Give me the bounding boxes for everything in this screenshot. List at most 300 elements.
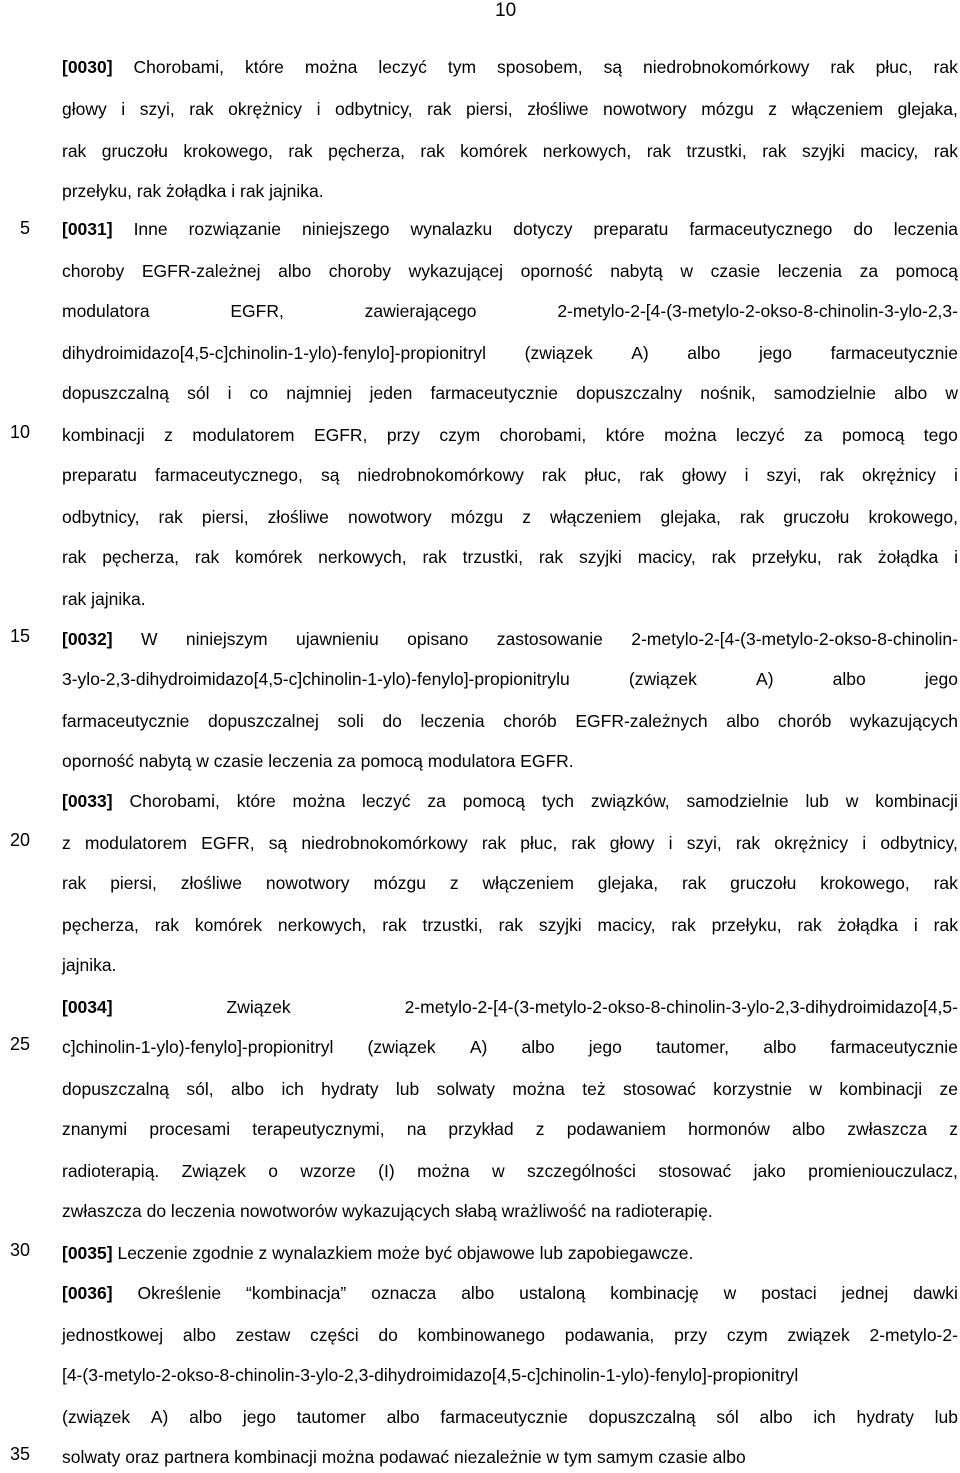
word: (związek bbox=[62, 1407, 131, 1427]
word: nośnik, bbox=[700, 383, 756, 403]
word: komórek bbox=[194, 915, 263, 935]
word: nowotwory bbox=[347, 507, 432, 527]
word: mózgu bbox=[450, 507, 504, 527]
word: modulatorem bbox=[84, 833, 188, 853]
word: i bbox=[316, 99, 321, 119]
paragraph-tag: [0031] bbox=[62, 219, 113, 239]
word: Chorobami, bbox=[133, 57, 225, 77]
word: Związek bbox=[181, 1161, 246, 1181]
word: związek bbox=[787, 1325, 850, 1345]
word: soli bbox=[337, 711, 364, 731]
paragraph-line bbox=[62, 506, 958, 528]
word: rak bbox=[481, 833, 507, 853]
word: nerkowych, bbox=[542, 141, 632, 161]
word: są bbox=[320, 465, 340, 485]
word: albo bbox=[759, 1407, 793, 1427]
paragraph-line bbox=[62, 300, 958, 322]
paragraph-tag: [0035] bbox=[62, 1243, 113, 1263]
word: piersi, bbox=[110, 873, 157, 893]
word: rak bbox=[933, 873, 958, 893]
word: rak bbox=[681, 873, 707, 893]
word: piersi, bbox=[465, 99, 513, 119]
word: tych bbox=[541, 791, 574, 811]
line-text: solwaty oraz partnera kombinacji można podawać niezależnie w tym samym czasie albo bbox=[62, 1447, 746, 1467]
word: EGFR, bbox=[201, 833, 255, 853]
word: sól, bbox=[186, 1079, 214, 1099]
word: EGFR, bbox=[313, 425, 368, 445]
word: albo bbox=[894, 383, 928, 403]
line-number: 35 bbox=[9, 1444, 30, 1464]
line-text: rak jajnika. bbox=[62, 589, 146, 609]
word: za bbox=[859, 261, 879, 281]
word: hydraty bbox=[321, 1079, 379, 1099]
word: z bbox=[768, 99, 778, 119]
word: szyjki bbox=[579, 547, 622, 567]
line-number: 5 bbox=[19, 218, 30, 238]
word: pęcherza, bbox=[102, 547, 180, 567]
line-text: zwłaszcza do leczenia nowotworów wykazujących słabą wrażliwość na radioterapię. bbox=[62, 1201, 713, 1221]
word: nerkowych, bbox=[277, 915, 367, 935]
word: przełyku, bbox=[751, 547, 822, 567]
word: farmaceutycznie bbox=[830, 343, 958, 363]
word: płuc, bbox=[584, 465, 622, 485]
word: rak bbox=[420, 141, 445, 161]
word: pomocą bbox=[895, 261, 958, 281]
word: krokowego, bbox=[183, 141, 273, 161]
word: wynalazku bbox=[410, 219, 493, 239]
word: i bbox=[744, 465, 749, 485]
word: hormonów bbox=[688, 1119, 770, 1139]
word: rak bbox=[830, 57, 855, 77]
word: 2-metylo-2-[4-(3-metylo-2-okso-8-chinolin-3-ylo-2,3-dihydroimidazo[4,5- bbox=[404, 997, 958, 1017]
word: zastosowanie bbox=[496, 629, 603, 649]
word: można bbox=[512, 1079, 565, 1099]
word: lub bbox=[805, 791, 829, 811]
word: preparatu bbox=[62, 465, 137, 485]
word: rak bbox=[498, 915, 523, 935]
word: komórek bbox=[235, 547, 303, 567]
paragraph-line bbox=[62, 872, 958, 894]
word: ujawnieniu bbox=[296, 629, 379, 649]
word: modulatora bbox=[62, 301, 150, 321]
word: podawania, bbox=[564, 1325, 655, 1345]
word: pęcherza, bbox=[62, 915, 139, 935]
word: albo bbox=[189, 1407, 223, 1427]
paragraph-line bbox=[62, 1364, 958, 1386]
word: ich bbox=[813, 1407, 836, 1427]
word: za bbox=[804, 425, 823, 445]
word: które bbox=[605, 425, 645, 445]
word: 2-metylo-2-[4-(3-metylo-2-okso-8-chinolin- bbox=[631, 629, 958, 649]
word: pomocą bbox=[462, 791, 526, 811]
line-text: oporność nabytą w czasie leczenia za pomocą modulatora EGFR. bbox=[62, 751, 574, 771]
word: rak bbox=[933, 915, 958, 935]
word: czym bbox=[439, 425, 481, 445]
word: włączeniem bbox=[791, 99, 884, 119]
word: jego bbox=[924, 669, 958, 689]
word: rak bbox=[571, 833, 596, 853]
word: postaci bbox=[761, 1283, 817, 1303]
word: korzystnie bbox=[713, 1079, 793, 1099]
word: można bbox=[664, 425, 717, 445]
paragraph-line bbox=[62, 1036, 958, 1058]
word: czasie bbox=[710, 261, 761, 281]
word: niedrobnokomórkowy bbox=[357, 465, 524, 485]
paragraph-line bbox=[62, 710, 958, 732]
word: chorobami, bbox=[499, 425, 587, 445]
word: dawki bbox=[913, 1283, 958, 1303]
word: rak bbox=[194, 547, 220, 567]
word: rak bbox=[62, 873, 87, 893]
word: Inne bbox=[133, 219, 168, 239]
line-number: 15 bbox=[9, 626, 30, 646]
word: tym bbox=[447, 57, 477, 77]
word: rak bbox=[62, 141, 87, 161]
word: dopuszczalną bbox=[588, 1407, 696, 1427]
word: promieniouczulacz, bbox=[808, 1161, 958, 1181]
word: jego bbox=[758, 343, 793, 363]
word: glejaka, bbox=[897, 99, 958, 119]
word: kombinacji bbox=[62, 425, 145, 445]
word: można bbox=[304, 57, 358, 77]
paragraph-line bbox=[62, 1324, 958, 1346]
word: solwaty bbox=[436, 1079, 495, 1099]
paragraph-line bbox=[62, 98, 958, 120]
word: zwłaszcza bbox=[847, 1119, 928, 1139]
word: z bbox=[522, 507, 531, 527]
word: rak bbox=[797, 915, 822, 935]
word: o bbox=[268, 1161, 278, 1181]
word: 2-metylo-2-[4-(3-metylo-2-okso-8-chinolin-3-ylo-2,3- bbox=[557, 301, 958, 321]
word: opisano bbox=[407, 629, 469, 649]
word: znanymi bbox=[62, 1119, 128, 1139]
paragraph-line bbox=[62, 1406, 958, 1428]
page-number: 10 bbox=[495, 0, 517, 21]
paragraph-line bbox=[62, 628, 958, 650]
word: pomocą bbox=[842, 425, 905, 445]
paragraph-line bbox=[62, 180, 324, 202]
word: kombinowanego bbox=[417, 1325, 546, 1345]
word: albo bbox=[832, 669, 866, 689]
word: oznacza bbox=[371, 1283, 437, 1303]
word: albo bbox=[278, 261, 312, 281]
word: włączeniem bbox=[482, 873, 574, 893]
word: okrężnicy bbox=[862, 465, 936, 485]
word: niniejszym bbox=[185, 629, 268, 649]
word: albo bbox=[687, 343, 721, 363]
word: które bbox=[244, 57, 284, 77]
word: albo bbox=[726, 711, 760, 731]
word: płuc, bbox=[875, 57, 913, 77]
word: głowy bbox=[609, 833, 655, 853]
word: stosować bbox=[622, 1079, 696, 1099]
word: glejaka, bbox=[660, 507, 721, 527]
word: jeden bbox=[369, 383, 413, 403]
word: okrężnicy bbox=[228, 99, 303, 119]
word: samodzielnie bbox=[773, 383, 876, 403]
word: z bbox=[535, 1119, 545, 1139]
word: choroby bbox=[62, 261, 125, 281]
word: szyjki bbox=[538, 915, 582, 935]
word: można bbox=[292, 791, 346, 811]
word: leczyć bbox=[378, 57, 427, 77]
word: rak bbox=[837, 547, 862, 567]
paragraph-line bbox=[62, 750, 574, 772]
word: rak bbox=[62, 547, 87, 567]
word: albo bbox=[230, 1079, 265, 1099]
word: okrężnicy bbox=[774, 833, 849, 853]
line-text: przełyku, rak żołądka i rak jajnika. bbox=[62, 181, 324, 201]
paragraph-line bbox=[62, 832, 958, 854]
word: albo bbox=[182, 1325, 217, 1345]
word: ich bbox=[281, 1079, 304, 1099]
word: rak bbox=[382, 915, 407, 935]
paragraph-tag: [0036] bbox=[62, 1283, 113, 1303]
word: są bbox=[268, 833, 288, 853]
word: dopuszczalnej bbox=[208, 711, 319, 731]
word: co bbox=[249, 383, 269, 403]
word: i bbox=[121, 99, 126, 119]
word: oporność bbox=[520, 261, 593, 281]
word: i bbox=[954, 547, 958, 567]
word: jednostkowej bbox=[62, 1325, 164, 1345]
word: wykazującej bbox=[408, 261, 504, 281]
word: rak bbox=[735, 833, 761, 853]
word: ze bbox=[939, 1079, 958, 1099]
word: [4-(3-metylo-2-okso-8-chinolin-3-ylo-2,3-dihydroimidazo[4,5-c]chinolin-1-ylo)-fenylo]-propionitryl bbox=[62, 1365, 799, 1385]
word: EGFR-zależnych bbox=[575, 711, 708, 731]
word: farmaceutycznie bbox=[430, 383, 558, 403]
word: za bbox=[427, 791, 446, 811]
word: tautomer, bbox=[656, 1037, 730, 1057]
word: komórek bbox=[460, 141, 528, 161]
word: wykazujących bbox=[850, 711, 958, 731]
word: pęcherza, bbox=[328, 141, 405, 161]
word: macicy, bbox=[597, 915, 656, 935]
word: rak bbox=[541, 465, 567, 485]
paragraph-line bbox=[62, 954, 116, 976]
word: rak bbox=[639, 465, 664, 485]
word: rak bbox=[288, 141, 313, 161]
word: leczenia bbox=[777, 261, 842, 281]
word: głowy bbox=[62, 99, 107, 119]
word: farmaceutycznie bbox=[440, 1407, 568, 1427]
word: nerkowych, bbox=[318, 547, 407, 567]
word: leczyć bbox=[361, 791, 411, 811]
word: dotyczy bbox=[513, 219, 573, 239]
word: farmaceutycznego bbox=[689, 219, 833, 239]
word: i bbox=[862, 833, 867, 853]
word: z bbox=[62, 833, 71, 853]
paragraph-line bbox=[62, 996, 958, 1018]
paragraph-line bbox=[62, 424, 958, 446]
paragraph-tag: [0030] bbox=[62, 57, 113, 77]
word: głowy bbox=[681, 465, 727, 485]
word: A) bbox=[756, 669, 774, 689]
word: odbytnicy, bbox=[880, 833, 958, 853]
word: rak bbox=[154, 915, 180, 935]
word: kombinacji bbox=[839, 1079, 923, 1099]
word: wzorze bbox=[300, 1161, 356, 1181]
word: rak bbox=[819, 465, 844, 485]
word: lub bbox=[934, 1407, 958, 1427]
word: “kombinacja” bbox=[246, 1283, 347, 1303]
word: zestaw bbox=[235, 1325, 291, 1345]
word: które bbox=[236, 791, 276, 811]
word: (związek bbox=[367, 1037, 436, 1057]
paragraph-line bbox=[62, 1118, 958, 1140]
paragraph-line bbox=[62, 1160, 958, 1182]
word: szyi, bbox=[686, 833, 722, 853]
word: przy bbox=[386, 425, 420, 445]
word: c]chinolin-1-ylo)-fenylo]-propionitryl bbox=[62, 1037, 334, 1057]
word: krokowego, bbox=[868, 507, 958, 527]
paragraph-line bbox=[62, 260, 958, 282]
line-number: 10 bbox=[9, 422, 30, 442]
word: rak bbox=[427, 99, 452, 119]
word: złośliwe bbox=[527, 99, 589, 119]
word: niedrobnokomórkowy bbox=[643, 57, 810, 77]
word: podawaniem bbox=[566, 1119, 666, 1139]
word: z bbox=[449, 873, 459, 893]
word: macicy, bbox=[860, 141, 919, 161]
word: przy bbox=[674, 1325, 708, 1345]
word: rak bbox=[933, 57, 958, 77]
word: niedrobnokomórkowy bbox=[301, 833, 468, 853]
word: Określenie bbox=[137, 1283, 222, 1303]
paragraph-line bbox=[62, 464, 958, 486]
word: w bbox=[723, 1283, 737, 1303]
word: A) bbox=[469, 1037, 488, 1057]
word: procesami bbox=[149, 1119, 231, 1139]
word: nowotwory bbox=[603, 99, 687, 119]
word: dopuszczalną bbox=[62, 1079, 170, 1099]
word: gruczołu bbox=[783, 507, 850, 527]
word: gruczołu bbox=[101, 141, 168, 161]
word: przykład bbox=[448, 1119, 514, 1139]
word: nowotwory bbox=[265, 873, 350, 893]
word: farmaceutycznie bbox=[830, 1037, 958, 1057]
word: 2-metylo-2- bbox=[869, 1325, 958, 1345]
word: mózgu bbox=[701, 99, 754, 119]
word: w bbox=[809, 1079, 823, 1099]
paragraph-line bbox=[62, 914, 958, 936]
word: są bbox=[603, 57, 623, 77]
word: krokowego, bbox=[820, 873, 910, 893]
word: i bbox=[668, 833, 673, 853]
word: odbytnicy, bbox=[62, 507, 140, 527]
word: albo bbox=[792, 1119, 826, 1139]
word: można bbox=[417, 1161, 470, 1181]
word: gruczołu bbox=[730, 873, 797, 893]
word: stosować bbox=[658, 1161, 732, 1181]
word: albo bbox=[521, 1037, 555, 1057]
word: kombinacji bbox=[875, 791, 958, 811]
word: (związek bbox=[524, 343, 593, 363]
word: do bbox=[382, 711, 402, 731]
word: włączeniem bbox=[550, 507, 642, 527]
word: niniejszego bbox=[301, 219, 390, 239]
word: albo bbox=[461, 1283, 495, 1303]
word: nabytą bbox=[610, 261, 663, 281]
word: leczyć bbox=[736, 425, 785, 445]
word: w bbox=[945, 383, 958, 403]
paragraph-line bbox=[62, 1282, 958, 1304]
word: piersi, bbox=[201, 507, 249, 527]
word: żołądka bbox=[877, 547, 939, 567]
word: chorób bbox=[777, 711, 832, 731]
word: rak bbox=[422, 547, 447, 567]
line-number: 20 bbox=[9, 830, 30, 850]
word: też bbox=[582, 1079, 606, 1099]
word: do bbox=[853, 219, 873, 239]
word: w bbox=[491, 1161, 505, 1181]
word: EGFR, bbox=[230, 301, 284, 321]
word: i bbox=[913, 915, 918, 935]
word: glejaka, bbox=[597, 873, 659, 893]
paragraph-line bbox=[62, 1242, 693, 1264]
paragraph-tag: [0034] bbox=[62, 997, 113, 1017]
word: A) bbox=[150, 1407, 169, 1427]
word: i bbox=[227, 383, 232, 403]
word: jako bbox=[753, 1161, 786, 1181]
word: szyjki bbox=[801, 141, 845, 161]
word: jego bbox=[242, 1407, 277, 1427]
word: EGFR-zależnej bbox=[141, 261, 261, 281]
word: szczególności bbox=[526, 1161, 636, 1181]
word: rak bbox=[671, 915, 696, 935]
paragraph-line bbox=[62, 218, 958, 240]
word: w bbox=[845, 791, 859, 811]
word: choroby bbox=[328, 261, 392, 281]
word: leczenia bbox=[893, 219, 958, 239]
word: i bbox=[954, 465, 958, 485]
word: farmaceutycznie bbox=[62, 711, 190, 731]
word: zawierającego bbox=[364, 301, 477, 321]
word: z bbox=[164, 425, 173, 445]
paragraph-line bbox=[62, 56, 958, 78]
word: modulatorem bbox=[192, 425, 295, 445]
word: szyi, bbox=[766, 465, 802, 485]
paragraph-tag: [0032] bbox=[62, 629, 113, 649]
word: związków, bbox=[590, 791, 670, 811]
word: Związek bbox=[226, 997, 291, 1017]
word: dopuszczalną bbox=[62, 383, 170, 403]
word: sposobem, bbox=[497, 57, 583, 77]
word: rak bbox=[538, 547, 564, 567]
word: rak bbox=[762, 141, 787, 161]
word: radioterapią. bbox=[62, 1161, 160, 1181]
word: dihydroimidazo[4,5-c]chinolin-1-ylo)-fenylo]-propionitryl bbox=[62, 343, 487, 363]
word: sól bbox=[187, 383, 210, 403]
paragraph-line bbox=[62, 790, 958, 812]
word: przełyku, bbox=[711, 915, 782, 935]
word: 3-ylo-2,3-dihydroimidazo[4,5-c]chinolin-1-ylo)-fenylo]-propionitrylu bbox=[62, 669, 570, 689]
paragraph-line bbox=[62, 546, 958, 568]
word: Chorobami, bbox=[129, 791, 220, 811]
word: tego bbox=[923, 425, 958, 445]
word: części bbox=[309, 1325, 359, 1345]
line-text: jajnika. bbox=[62, 955, 117, 975]
word: A) bbox=[631, 343, 649, 363]
paragraph-line bbox=[62, 588, 146, 610]
word: do bbox=[378, 1325, 398, 1345]
word: rak bbox=[158, 507, 183, 527]
word: sól bbox=[716, 1407, 739, 1427]
paragraph-tag: [0033] bbox=[62, 791, 113, 811]
word: trzustki, bbox=[422, 915, 483, 935]
word: rak bbox=[189, 99, 214, 119]
